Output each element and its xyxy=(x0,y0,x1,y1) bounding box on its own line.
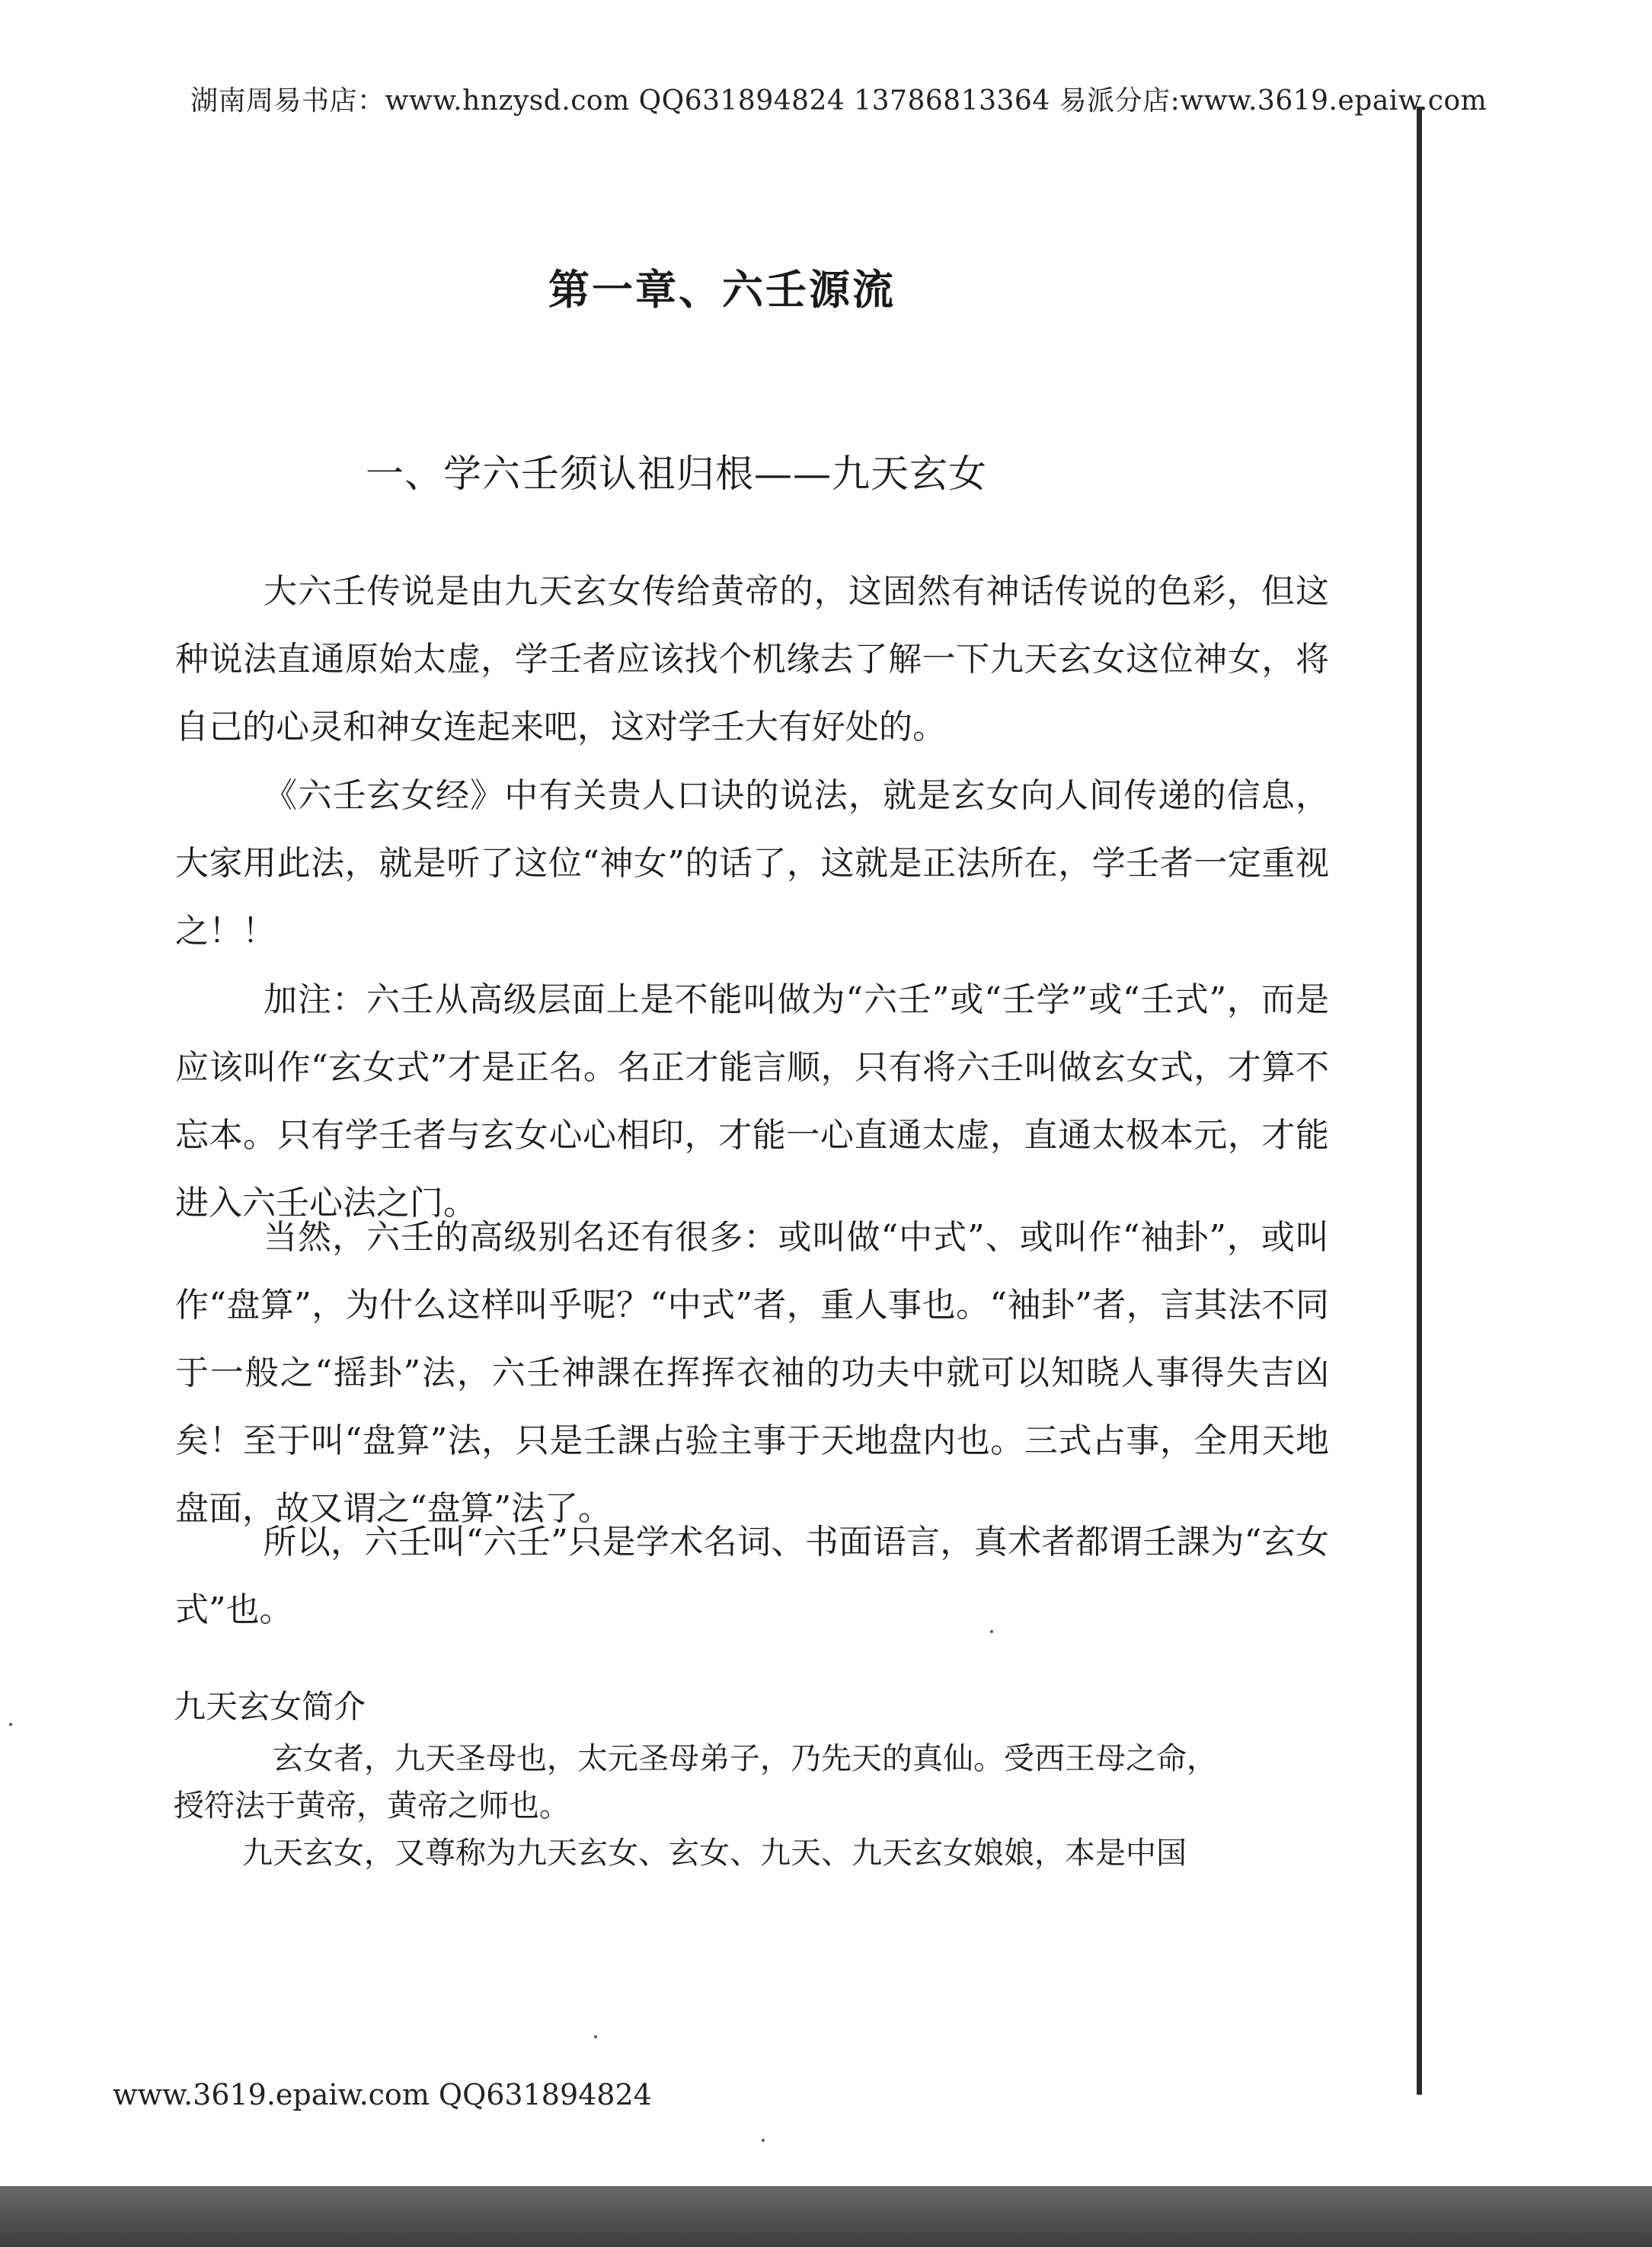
intro-section xyxy=(174,1683,1316,1877)
scan-speck xyxy=(594,2035,597,2038)
intro-line-1: 玄女者，九天圣母也，太元圣母弟子，乃先天的真仙。受西王母之命， xyxy=(273,1741,1217,1776)
intro-line-3: 九天玄女，又尊称为九天玄女、玄女、九天、九天玄女娘娘，本是中国 xyxy=(242,1836,1187,1871)
scan-speck xyxy=(990,1630,993,1633)
chapter-title: 第一章、六壬源流 xyxy=(548,265,896,314)
intro-line-2: 授符法于黄帝，黄帝之师也。 xyxy=(174,1788,570,1823)
paragraph-2: 《六壬玄女经》中有关贵人口诀的说法，就是玄女向人间传递的信息，大家用此法，就是听了这位“神女”的话了，这就是正法所在，学壬者一定重视之！！ xyxy=(175,776,1329,951)
paragraph-3: 加注：六壬从高级层面上是不能叫做为“六壬”或“壬学”或“壬式”，而是应该叫作“玄女式”才是正名。名正才能言顺，只有将六壬叫做玄女式，才算不忘本。只有学壬者与玄女心心相印，才能一心直通太虚，直通太极本元，才能进入六壬心法之门。 xyxy=(175,980,1329,1223)
paragraph-1: 大六壬传说是由九天玄女传给黄帝的，这固然有神话传说的色彩，但这种说法直通原始太虚，学壬者应该找个机缘去了解一下九天玄女这位神女，将自己的心灵和神女连起来吧，这对学壬大有好处的。 xyxy=(175,572,1329,746)
scan-speck xyxy=(762,2139,765,2142)
intro-heading: 九天玄女简介 xyxy=(174,1688,366,1725)
footer-watermark: www.3619.epaiw.com QQ631894824 xyxy=(113,2078,652,2111)
paragraph-4: 当然，六壬的高级别名还有很多：或叫做“中式”、或叫作“袖卦”，或叫作“盘算”，为什么这样叫乎呢？“中式”者，重人事也。“袖卦”者，言其法不同于一般之“摇卦”法，六壬神課在挥挥衣袖的功夫中就可以知晓人事得失吉凶矣！至于叫“盘算”法，只是壬課占验主事于天地盘内也。三式占事，全用天地盘面，故又谓之“盘算”法了。 xyxy=(175,1218,1329,1528)
scan-speck xyxy=(9,1723,12,1726)
section-title: 一、学六壬须认祖归根——九天玄女 xyxy=(366,452,987,496)
paragraph-5: 所以，六壬叫“六壬”只是学术名词、书面语言，真术者都谓壬課为“玄女式”也。 xyxy=(175,1523,1329,1629)
scan-page-edge xyxy=(1417,107,1422,2095)
header-watermark: 湖南周易书店：www.hnzysd.com QQ631894824 13786813364 易派分店:www.3619.epaiw.com xyxy=(190,85,1487,117)
scan-bottom-border xyxy=(0,2186,1652,2247)
